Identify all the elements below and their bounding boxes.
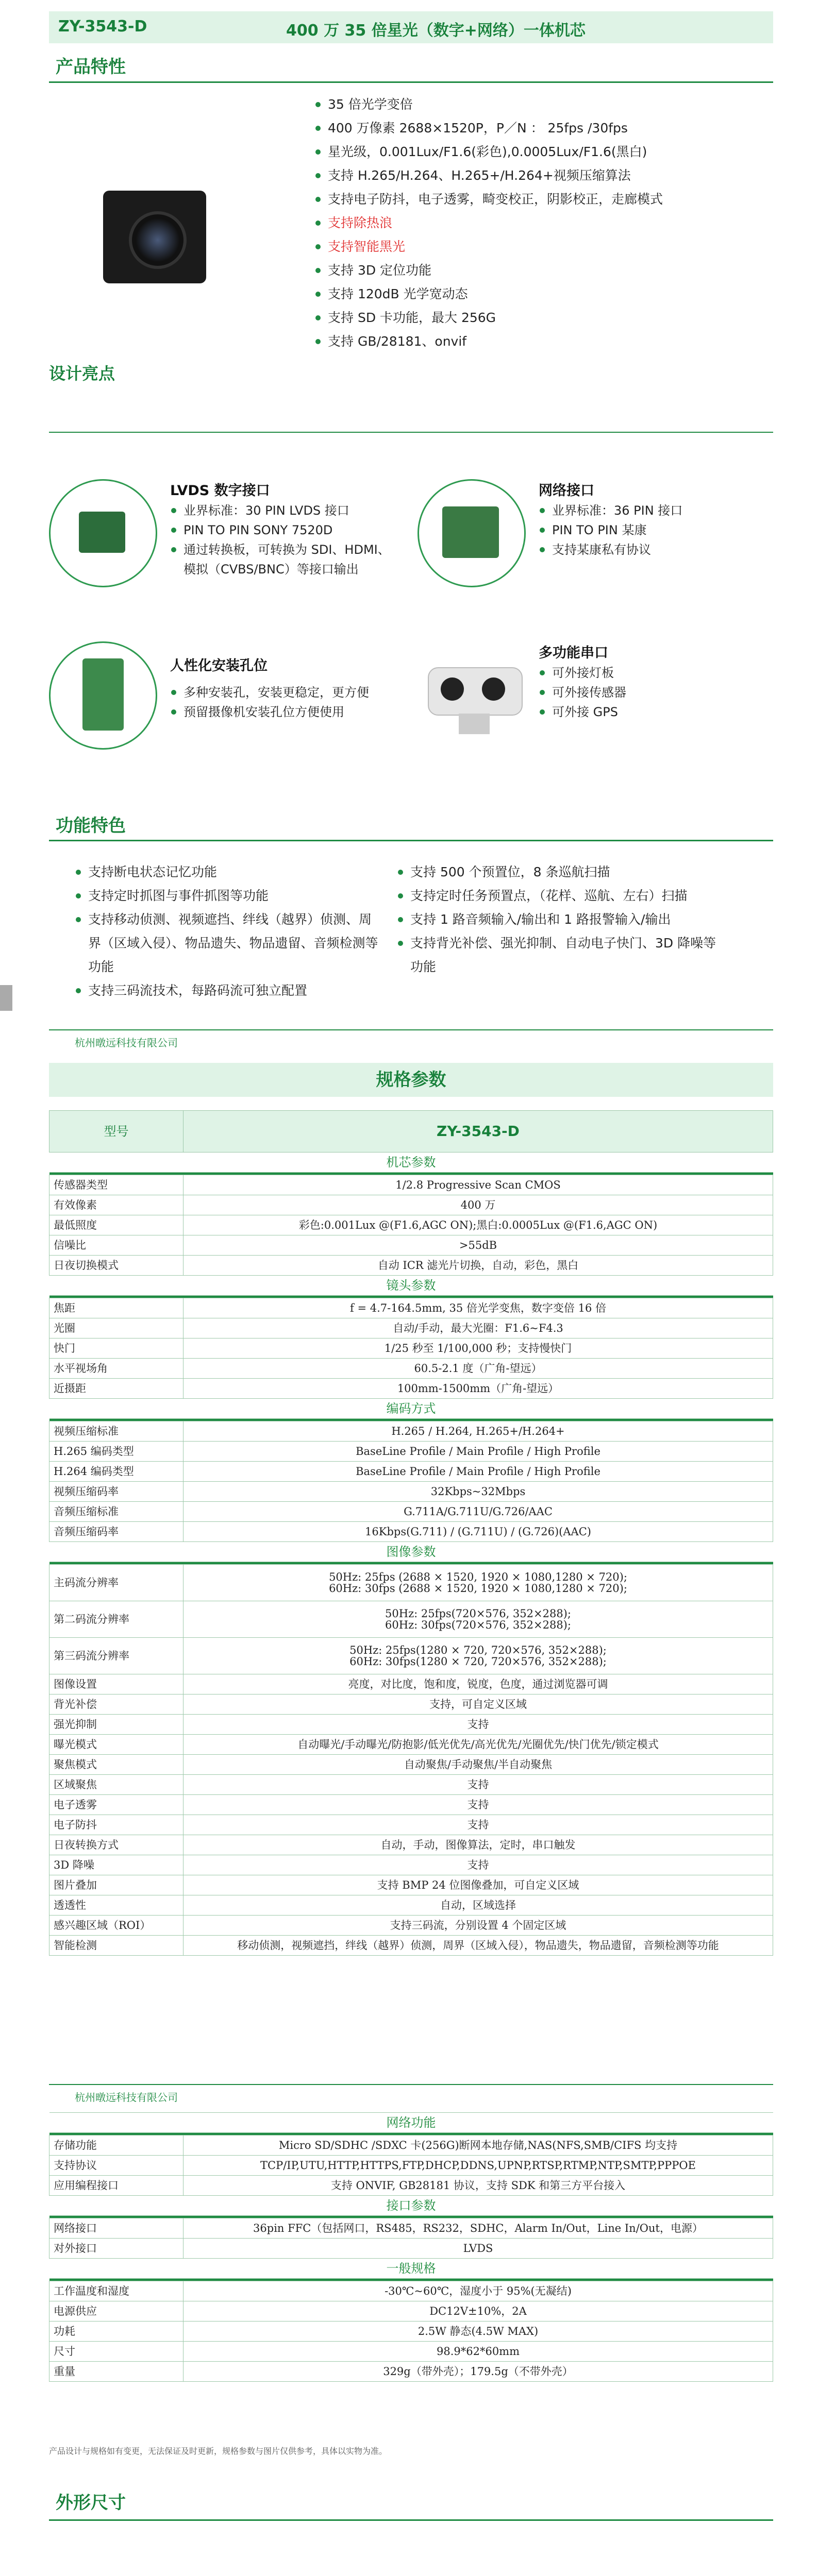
spec-section-header [49,1542,773,1562]
spec-section-title: 编码方式 [49,1399,773,1419]
feature-item: 支持 H.265/H.264、H.265+/H.264+视频压缩算法 [314,164,768,188]
function-item: 支持背光补偿、强光抑制、自动电子快门、3D 降噪等功能 [397,931,716,979]
spec-row [49,2136,773,2156]
product-title: 400 万 35 倍星光（数字+网络）一体机芯 [286,22,586,40]
spec-row [49,2218,773,2239]
spec-table-continued [49,2112,773,2382]
interface-item: 业界标准：30 PIN LVDS 接口 [170,501,397,520]
section-divider [49,81,773,83]
spec-value: 36pin FFC（包括网口，RS485，RS232，SDHC，Alarm In/Out，Line In/Out，电源） [183,2218,773,2239]
interface-item: 通过转换板，可转换为 SDI、HDMI、模拟（CVBS/BNC）等接口输出 [170,540,397,579]
spec-row [49,1175,773,1195]
spec-row [49,1855,773,1875]
spec-row [49,1318,773,1338]
spec-key: 透透性 [49,1895,183,1916]
interface-item: 多种安装孔，安装更稳定，更方便 [170,683,412,702]
interface-item: 支持某康私有协议 [539,540,765,560]
spec-key: 网络接口 [49,2218,183,2239]
spec-key: 电子透雾 [49,1795,183,1815]
spec-row [49,1735,773,1755]
spec-row [49,2301,773,2321]
spec-table [49,1110,773,1956]
function-item: 支持定时抓图与事件抓图等功能 [75,884,384,908]
spec-section-title: 图像参数 [49,1542,773,1562]
spec-value: H.265 / H.264, H.265+/H.264+ [183,1421,773,1442]
spec-key: 视频压缩标准 [49,1421,183,1442]
spec-row [49,1875,773,1895]
feature-item: 支持除热浪 [314,211,768,235]
spec-value: 32Kbps~32Mbps [183,1482,773,1502]
spec-value: 60.5-2.1 度（广角-望远） [183,1359,773,1379]
feature-item: 支持 GB/28181、onvif [314,330,768,353]
interface-item: 预留摄像机安装孔位方便使用 [170,702,412,722]
spec-value: 50Hz: 25fps (2688 × 1520, 1920 × 1080,1280 × 720); 60Hz: 30fps (2688 × 1520, 1920 × 1080,1280 × 720); [183,1565,773,1601]
spec-key: 快门 [49,1338,183,1359]
network-board-image [418,479,526,587]
interface-title: LVDS 数字接口 [170,483,270,499]
spec-row [49,1694,773,1715]
spec-value: DC12V±10%，2A [183,2301,773,2321]
spec-row [49,1601,773,1638]
spec-row [49,1235,773,1256]
spec-key: 聚焦模式 [49,1755,183,1775]
spec-value: 50Hz: 25fps(1280 × 720, 720×576, 352×288); 60Hz: 30fps(1280 × 720, 720×576, 352×288); [183,1638,773,1674]
spec-value: G.711A/G.711U/G.726/AAC [183,1502,773,1522]
spec-row [49,1338,773,1359]
function-item: 支持移动侦测、视频遮挡、绊线（越界）侦测、周界（区域入侵）、物品遗失、物品遗留、音频检测等功能 [75,908,384,979]
interface-list [170,683,412,722]
spec-key: 日夜转换方式 [49,1835,183,1855]
spec-key: 支持协议 [49,2156,183,2176]
design-highlights-label: 设计亮点 [49,364,115,383]
spec-value: 自动，区域选择 [183,1895,773,1916]
company-name: 杭州暾远科技有限公司 [75,1037,178,1049]
spec-key: 区域聚焦 [49,1775,183,1795]
spec-key: 工作温度和湿度 [49,2281,183,2301]
spec-key: 传感器类型 [49,1175,183,1195]
interface-title: 多功能串口 [539,645,608,661]
feature-item: 支持 3D 定位功能 [314,259,768,282]
interface-item: 可外接传感器 [539,683,765,702]
spec-key: 感兴趣区域（ROI） [49,1916,183,1936]
spec-key: 信噪比 [49,1235,183,1256]
spec-value: 支持 [183,1855,773,1875]
spec-row [49,2342,773,2362]
interface-item: PIN TO PIN 某康 [539,520,765,540]
spec-row [49,1256,773,1276]
function-item: 支持断电状态记忆功能 [75,860,384,884]
spec-key: 智能检测 [49,1936,183,1956]
function-item: 支持 500 个预置位，8 条巡航扫描 [397,860,716,884]
spec-key: 曝光模式 [49,1735,183,1755]
spec-row [49,2281,773,2301]
spec-value: 支持 [183,1815,773,1835]
spec-row [49,1715,773,1735]
feature-item: 支持智能黑光 [314,235,768,259]
spec-value: 支持 [183,1715,773,1735]
interface-list [170,501,397,579]
function-item: 支持 1 路音频输入/输出和 1 路报警输入/输出 [397,908,716,931]
spec-key: 音频压缩标准 [49,1502,183,1522]
section-divider [49,1029,773,1030]
spec-key: 主码流分辨率 [49,1565,183,1601]
spec-model-row [49,1111,773,1153]
spec-note: 产品设计与规格如有变更，无法保证及时更新，规格参数与图片仅供参考，具体以实物为准。 [49,2446,388,2456]
interface-serial [418,641,773,760]
spec-value: 1/25 秒至 1/100,000 秒；支持慢快门 [183,1338,773,1359]
spec-key: 背光补偿 [49,1694,183,1715]
feature-item: 35 倍光学变倍 [314,93,768,116]
feature-item: 支持 SD 卡功能，最大 256G [314,306,768,330]
spec-row [49,1379,773,1399]
spec-value: BaseLine Profile / Main Profile / High Profile [183,1462,773,1482]
spec-value: 自动聚焦/手动聚焦/半自动聚焦 [183,1755,773,1775]
spec-value: 1/2.8 Progressive Scan CMOS [183,1175,773,1195]
spec-key: 第二码流分辨率 [49,1601,183,1638]
interface-item: PIN TO PIN SONY 7520D [170,520,397,540]
spec-title: 规格参数 [49,1063,773,1097]
spec-value: 自动/手动，最大光圈：F1.6~F4.3 [183,1318,773,1338]
ptz-camera-image [418,652,536,739]
spec-value: 彩色:0.001Lux @(F1.6,AGC ON);黑白:0.0005Lux @(F1.6,AGC ON) [183,1215,773,1235]
spec-row [49,2362,773,2382]
spec-section-title: 接口参数 [49,2196,773,2216]
spec-key: 光圈 [49,1318,183,1338]
feature-item: 400 万像素 2688×1520P，P／N ： 25fps /30fps [314,116,768,140]
section-divider [49,2519,773,2521]
spec-row [49,1895,773,1916]
spec-row [49,1442,773,1462]
spec-key: 图像设置 [49,1674,183,1694]
spec-value: 支持 [183,1775,773,1795]
feature-item: 支持 120dB 光学宽动态 [314,282,768,306]
spec-key: 有效像素 [49,1195,183,1215]
spec-key: H.265 编码类型 [49,1442,183,1462]
section-divider [49,2084,773,2085]
spec-value: 移动侦测，视频遮挡，绊线（越界）侦测，周界（区域入侵），物品遗失，物品遗留，音频检测等功能 [183,1936,773,1956]
spec-row [49,1815,773,1835]
spec-value: 支持，可自定义区域 [183,1694,773,1715]
spec-row [49,1936,773,1956]
spec-key: 尺寸 [49,2342,183,2362]
spec-key: 3D 降噪 [49,1855,183,1875]
spec-row [49,1359,773,1379]
feature-item: 支持电子防抖，电子透雾，畸变校正，阴影校正，走廊模式 [314,188,768,211]
interface-mounting [49,641,410,760]
spec-value: -30℃~60℃，湿度小于 95%(无凝结) [183,2281,773,2301]
spec-value: 400 万 [183,1195,773,1215]
spec-section-title: 机芯参数 [49,1153,773,1173]
section-divider [49,432,773,433]
side-marker [0,985,12,1011]
model-number: ZY-3543-D [58,18,147,36]
title-banner [49,11,773,43]
function-item: 支持定时任务预置点，（花样、巡航、左右）扫描 [397,884,716,908]
spec-value: 支持 [183,1795,773,1815]
feature-item: 星光级，0.001Lux/F1.6(彩色),0.0005Lux/F1.6(黑白) [314,140,768,164]
spec-section-header [49,1153,773,1173]
spec-row [49,1916,773,1936]
spec-key: 焦距 [49,1298,183,1318]
spec-value: BaseLine Profile / Main Profile / High Profile [183,1442,773,1462]
spec-row [49,1638,773,1674]
spec-value: TCP/IP,UTU,HTTP,HTTPS,FTP,DHCP,DDNS,UPNP,RTSP,RTMP,NTP,SMTP,PPPOE [183,2156,773,2176]
spec-section-header [49,1399,773,1419]
spec-section-title: 一般规格 [49,2259,773,2279]
spec-model-label: 型号 [49,1111,183,1153]
spec-key: 近摄距 [49,1379,183,1399]
spec-value: 自动，手动，图像算法，定时，串口触发 [183,1835,773,1855]
spec-row [49,1215,773,1235]
interface-list [539,501,765,560]
interface-list [539,663,765,722]
interface-title: 网络接口 [539,483,594,499]
spec-value: 16Kbps(G.711) / (G.711U) / (G.726)(AAC) [183,1522,773,1542]
interface-item: 可外接 GPS [539,702,765,722]
spec-row [49,1795,773,1815]
spec-value: Micro SD/SDHC /SDXC 卡(256G)断网本地存储,NAS(NFS,SMB/CIFS 均支持 [183,2136,773,2156]
spec-value: 2.5W 静态(4.5W MAX) [183,2321,773,2342]
spec-key: 视频压缩码率 [49,1482,183,1502]
spec-key: 电子防抖 [49,1815,183,1835]
lvds-board-image [49,479,157,587]
section-title-dimensions: 外形尺寸 [56,2493,126,2513]
feature-list [314,93,768,353]
spec-key: 重量 [49,2362,183,2382]
spec-key: 最低照度 [49,1215,183,1235]
spec-row [49,1565,773,1601]
spec-section-header [49,2196,773,2216]
spec-value: 支持 ONVIF, GB28181 协议，支持 SDK 和第三方平台接入 [183,2176,773,2196]
section-divider [49,840,773,841]
spec-key: 功耗 [49,2321,183,2342]
spec-row [49,2176,773,2196]
spec-key: 图片叠加 [49,1875,183,1895]
spec-value: f = 4.7-164.5mm, 35 倍光学变焦，数字变倍 16 倍 [183,1298,773,1318]
spec-value: 亮度，对比度，饱和度，锐度，色度，通过浏览器可调 [183,1674,773,1694]
interface-title: 人性化安装孔位 [170,658,268,674]
spec-key: 第三码流分辨率 [49,1638,183,1674]
spec-key: 应用编程接口 [49,2176,183,2196]
interface-item: 业界标准：36 PIN 接口 [539,501,765,520]
spec-row [49,1195,773,1215]
spec-key: 强光抑制 [49,1715,183,1735]
spec-row [49,1482,773,1502]
spec-section-header [49,2113,773,2133]
function-item: 支持三码流技术，每路码流可独立配置 [75,979,384,1003]
spec-key: 音频压缩码率 [49,1522,183,1542]
spec-value: 自动曝光/手动曝光/防抱影/低光优先/高光优先/光圈优先/快门优先/锁定模式 [183,1735,773,1755]
spec-key: 对外接口 [49,2239,183,2259]
spec-row [49,2321,773,2342]
interface-network [418,479,773,598]
spec-row [49,2156,773,2176]
spec-value: 50Hz: 25fps(720×576, 352×288); 60Hz: 30fps(720×576, 352×288); [183,1601,773,1638]
spec-row [49,1462,773,1482]
spec-row [49,1522,773,1542]
spec-value: 329g（带外壳）；179.5g（不带外壳） [183,2362,773,2382]
spec-value: LVDS [183,2239,773,2259]
spec-row [49,1421,773,1442]
spec-section-header [49,1276,773,1296]
spec-section-title: 网络功能 [49,2113,773,2133]
spec-value: 98.9*62*60mm [183,2342,773,2362]
spec-value: 支持三码流，分别设置 4 个固定区域 [183,1916,773,1936]
section-title-functions: 功能特色 [56,816,126,836]
lens-image [129,211,187,269]
function-list-left [75,860,384,1003]
spec-value: 自动 ICR 滤光片切换，自动，彩色，黑白 [183,1256,773,1276]
interface-lvds [49,479,410,598]
spec-row [49,1775,773,1795]
spec-key: 存储功能 [49,2136,183,2156]
section-title-features: 产品特性 [56,57,126,77]
function-list-right [397,860,716,979]
spec-row [49,1755,773,1775]
company-name: 杭州暾远科技有限公司 [75,2091,178,2104]
spec-section-title: 镜头参数 [49,1276,773,1296]
spec-value: >55dB [183,1235,773,1256]
spec-key: 日夜切换模式 [49,1256,183,1276]
spec-model-value: ZY-3543-D [183,1111,773,1153]
spec-section-header [49,2259,773,2279]
mounting-plate-image [49,641,157,750]
interface-item: 可外接灯板 [539,663,765,683]
spec-row [49,1835,773,1855]
spec-key: H.264 编码类型 [49,1462,183,1482]
spec-key: 电源供应 [49,2301,183,2321]
spec-key: 水平视场角 [49,1359,183,1379]
spec-row [49,2239,773,2259]
spec-value: 100mm-1500mm（广角-望远） [183,1379,773,1399]
spec-value: 支持 BMP 24 位图像叠加，可自定义区域 [183,1875,773,1895]
camera-module-image [103,191,206,283]
spec-row [49,1298,773,1318]
spec-row [49,1674,773,1694]
spec-row [49,1502,773,1522]
